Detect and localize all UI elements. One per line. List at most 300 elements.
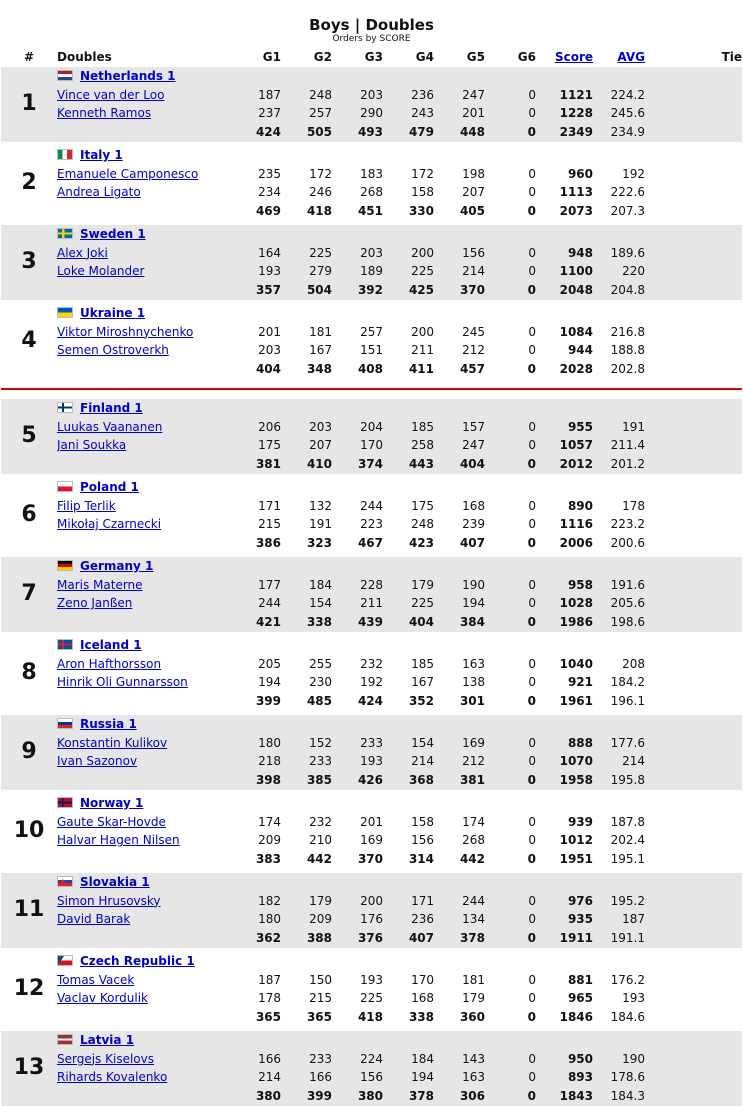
- game-score-g5: 194: [434, 594, 485, 613]
- game-score-g3: 169: [360, 833, 383, 848]
- team-header-row: [1, 794, 742, 813]
- empty-cell: [593, 794, 645, 813]
- team-link[interactable]: Norway 1: [80, 795, 144, 810]
- empty-cell: [229, 67, 281, 86]
- game-score-g6: 0: [528, 833, 536, 848]
- team-game-total-g5: 370: [434, 281, 485, 300]
- game-score-g2: 209: [281, 910, 332, 929]
- iceland-flag-icon: [57, 639, 73, 650]
- tie-cell: [645, 771, 742, 790]
- team-link[interactable]: Latvia 1: [80, 1032, 135, 1047]
- empty-cell: [383, 225, 434, 244]
- team-game-total-g1: 424: [229, 123, 281, 142]
- team-game-total-g5: 405: [459, 204, 485, 218]
- team-name-cell: [57, 636, 229, 655]
- team-average: 184.3: [593, 1087, 645, 1106]
- player-total-score: 958: [536, 576, 593, 595]
- empty-cell: [645, 873, 742, 892]
- team-name-cell: [57, 557, 229, 576]
- sort-score-link[interactable]: Score: [554, 50, 593, 64]
- cut-line-row: [1, 379, 742, 399]
- tie-cell: [645, 202, 742, 221]
- team-game-total-g6: 0: [527, 536, 536, 550]
- team-link[interactable]: Sweden 1: [80, 226, 146, 241]
- empty-cell: [434, 873, 485, 892]
- game-score-g3: 170: [332, 436, 383, 455]
- empty-cell: [593, 1031, 645, 1050]
- team-game-total-g2: 418: [306, 204, 332, 218]
- player-average: 222.6: [610, 185, 645, 200]
- game-score-g1: 194: [258, 675, 281, 690]
- game-score-g6: 0: [528, 343, 536, 358]
- tie-cell: [645, 692, 742, 711]
- game-score-g4: 248: [411, 517, 434, 532]
- game-score-g6: 0: [528, 185, 536, 200]
- game-score-g2: 181: [309, 324, 332, 339]
- tie-cell: [645, 183, 742, 202]
- team-average: 191.1: [593, 929, 645, 948]
- player-link[interactable]: Luukas Vaananen: [57, 419, 163, 434]
- team-game-total-g3: 424: [357, 694, 383, 708]
- empty-cell: [57, 123, 229, 142]
- empty-cell: [485, 67, 536, 86]
- empty-cell: [281, 304, 332, 323]
- empty-cell: [57, 692, 229, 711]
- team-name-cell: [57, 794, 229, 813]
- game-score-g1: 187: [258, 972, 281, 987]
- game-score-g6: 0: [528, 991, 536, 1006]
- team-link[interactable]: Russia 1: [80, 716, 137, 731]
- game-score-g1: 166: [229, 1050, 281, 1069]
- empty-cell: [57, 1008, 229, 1027]
- game-score-g6: 0: [485, 418, 536, 437]
- team-link[interactable]: Czech Republic 1: [80, 953, 195, 968]
- empty-cell: [645, 225, 742, 244]
- player-total-score: 950: [536, 1050, 593, 1069]
- team-average: 201.2: [593, 455, 645, 474]
- player-name-cell: [57, 104, 229, 123]
- team-game-total-g3: 426: [332, 771, 383, 790]
- player-total-score: 1116: [559, 517, 593, 532]
- col-g3: G3: [364, 50, 383, 64]
- game-score-g1: 218: [229, 752, 281, 771]
- player-total-score: 965: [567, 991, 593, 1006]
- team-game-total-g3: 376: [332, 929, 383, 948]
- game-score-g1: 180: [229, 910, 281, 929]
- player-name-cell: [57, 262, 229, 281]
- game-score-g3: 193: [332, 752, 383, 771]
- game-score-g3: 228: [332, 576, 383, 595]
- team-block: [1, 557, 742, 632]
- sort-avg-link[interactable]: AVG: [617, 50, 645, 64]
- team-game-total-g3: 418: [357, 1010, 383, 1024]
- col-g1: G1: [262, 50, 281, 64]
- game-score-g4: 154: [383, 734, 434, 753]
- player-link[interactable]: Filip Terlik: [57, 498, 116, 513]
- empty-cell: [229, 636, 281, 655]
- player-row: [1, 86, 742, 105]
- player-total-score: 921: [567, 675, 593, 690]
- player-link[interactable]: Semen Ostroverkh: [57, 343, 169, 358]
- game-score-g6: 0: [528, 972, 536, 987]
- player-row: [1, 971, 742, 990]
- tie-cell: [645, 576, 742, 595]
- team-game-total-g4: 404: [383, 613, 434, 632]
- empty-cell: [536, 952, 593, 971]
- game-score-g5: 163: [462, 656, 485, 671]
- player-link[interactable]: Rihards Kovalenko: [57, 1070, 168, 1085]
- player-average: 202.4: [610, 833, 645, 848]
- empty-cell: [57, 1087, 229, 1106]
- player-row: [1, 576, 742, 595]
- empty-cell: [57, 281, 229, 300]
- team-game-total-g4: 425: [383, 281, 434, 300]
- player-link[interactable]: Mikołaj Czarnecki: [57, 517, 162, 532]
- team-name-cell: [57, 225, 229, 244]
- player-name-cell: [57, 576, 229, 595]
- empty-cell: [383, 67, 434, 86]
- empty-cell: [383, 399, 434, 418]
- player-total-score: 888: [536, 734, 593, 753]
- game-score-g2: 150: [309, 972, 332, 987]
- empty-cell: [536, 146, 593, 165]
- game-score-g1: 180: [229, 734, 281, 753]
- netherlands-flag-icon: [57, 70, 73, 81]
- game-score-g2: 233: [281, 752, 332, 771]
- team-game-total-g2: 399: [281, 1087, 332, 1106]
- team-game-total-g5: 442: [459, 852, 485, 866]
- team-link[interactable]: Netherlands 1: [80, 68, 176, 83]
- tie-cell: [645, 497, 742, 516]
- team-name-cell: [57, 146, 229, 165]
- team-totals-row: [1, 281, 742, 300]
- game-score-g1: 205: [258, 656, 281, 671]
- game-score-g4: 172: [411, 166, 434, 181]
- team-game-total-g1: 380: [229, 1087, 281, 1106]
- team-game-total-g1: 398: [229, 771, 281, 790]
- empty-cell: [281, 794, 332, 813]
- player-row: [1, 673, 742, 692]
- player-average: 205.6: [593, 594, 645, 613]
- player-average: 223.2: [610, 517, 645, 532]
- team-game-total-g6: 0: [527, 852, 536, 866]
- empty-cell: [281, 715, 332, 734]
- player-link[interactable]: Vince van der Loo: [57, 87, 165, 102]
- game-score-g2: 233: [281, 1050, 332, 1069]
- team-game-total-g4: 411: [408, 362, 434, 376]
- empty-cell: [332, 794, 383, 813]
- player-total-score: 955: [536, 418, 593, 437]
- team-total-score: 1961: [559, 694, 593, 708]
- team-game-total-g4: 378: [383, 1087, 434, 1106]
- tie-cell: [645, 850, 742, 869]
- team-block: [1, 1031, 742, 1106]
- tie-cell: [645, 813, 742, 832]
- empty-cell: [536, 794, 593, 813]
- player-row: [1, 436, 742, 455]
- game-score-g2: 207: [281, 436, 332, 455]
- player-link[interactable]: Ivan Sazonov: [57, 754, 138, 769]
- player-link[interactable]: Vaclav Kordulik: [57, 991, 149, 1006]
- team-game-total-g6: 0: [527, 1010, 536, 1024]
- team-link[interactable]: Slovakia 1: [80, 874, 150, 889]
- player-link[interactable]: Loke Molander: [57, 264, 145, 279]
- game-score-g6: 0: [485, 1050, 536, 1069]
- game-score-g5: 207: [462, 185, 485, 200]
- game-score-g1: 215: [258, 517, 281, 532]
- team-link[interactable]: Iceland 1: [80, 637, 142, 652]
- team-game-total-g1: 383: [255, 852, 281, 866]
- player-average: 178.6: [593, 1068, 645, 1087]
- game-score-g3: 151: [360, 343, 383, 358]
- team-game-total-g6: 0: [485, 455, 536, 474]
- team-link[interactable]: Poland 1: [80, 479, 139, 494]
- game-score-g5: 138: [462, 675, 485, 690]
- team-link[interactable]: Finland 1: [80, 400, 143, 415]
- game-score-g3: 156: [332, 1068, 383, 1087]
- player-row: [1, 734, 742, 753]
- tie-cell: [645, 281, 742, 300]
- empty-cell: [281, 67, 332, 86]
- player-link[interactable]: Maris Materne: [57, 577, 143, 592]
- team-link[interactable]: Germany 1: [80, 558, 154, 573]
- player-average: 216.8: [610, 324, 645, 339]
- ukraine-flag-icon: [57, 307, 73, 318]
- empty-cell: [593, 478, 645, 497]
- team-game-total-g5: 301: [459, 694, 485, 708]
- empty-cell: [485, 146, 536, 165]
- game-score-g1: 235: [258, 166, 281, 181]
- col-rank: #: [23, 50, 35, 64]
- player-name-cell: [57, 673, 229, 692]
- game-score-g3: 223: [360, 517, 383, 532]
- team-game-total-g3: 493: [332, 123, 383, 142]
- game-score-g6: 0: [485, 86, 536, 105]
- team-totals-row: [1, 771, 742, 790]
- game-score-g2: 210: [309, 833, 332, 848]
- germany-flag-icon: [57, 560, 73, 571]
- player-average: 245.6: [593, 104, 645, 123]
- game-score-g5: 212: [434, 752, 485, 771]
- latvia-flag-icon: [57, 1034, 73, 1045]
- player-total-score: 1070: [536, 752, 593, 771]
- player-link[interactable]: Halvar Hagen Nilsen: [57, 833, 180, 848]
- cut-line-separator: [1, 379, 742, 399]
- team-total-score: 1846: [559, 1010, 593, 1024]
- team-link[interactable]: Italy 1: [80, 147, 123, 162]
- player-link[interactable]: Kenneth Ramos: [57, 106, 152, 121]
- player-link[interactable]: Simon Hrusovsky: [57, 893, 161, 908]
- empty-cell: [485, 557, 536, 576]
- player-total-score: 893: [536, 1068, 593, 1087]
- empty-cell: [485, 399, 536, 418]
- tie-cell: [645, 1008, 742, 1027]
- player-link[interactable]: Gaute Skar-Hovde: [57, 814, 166, 829]
- team-game-total-g1: 404: [255, 362, 281, 376]
- game-score-g4: 158: [411, 185, 434, 200]
- game-score-g5: 247: [434, 86, 485, 105]
- empty-cell: [434, 67, 485, 86]
- player-link[interactable]: Alex Joki: [57, 245, 108, 260]
- player-link[interactable]: Sergejs Kiselovs: [57, 1051, 154, 1066]
- team-game-total-g3: 374: [332, 455, 383, 474]
- game-score-g3: 244: [360, 498, 383, 513]
- empty-cell: [57, 202, 229, 221]
- game-score-g2: 246: [309, 185, 332, 200]
- game-score-g4: 156: [411, 833, 434, 848]
- game-score-g4: 170: [411, 972, 434, 987]
- player-link[interactable]: Viktor Miroshnychenko: [57, 324, 194, 339]
- empty-cell: [332, 873, 383, 892]
- player-row: [1, 341, 742, 360]
- team-average: 184.6: [610, 1010, 645, 1024]
- page-subtitle: Orders by SCORE: [332, 34, 411, 44]
- player-average: 191: [593, 418, 645, 437]
- game-score-g3: 225: [360, 991, 383, 1006]
- team-block: [1, 636, 742, 711]
- empty-cell: [536, 67, 593, 86]
- player-link[interactable]: David Barak: [57, 912, 131, 927]
- game-score-g4: 243: [383, 104, 434, 123]
- player-link[interactable]: Zeno Janßen: [57, 596, 133, 611]
- rank-number: 7: [1, 557, 57, 632]
- game-score-g2: 154: [281, 594, 332, 613]
- empty-cell: [281, 478, 332, 497]
- team-game-total-g2: 505: [281, 123, 332, 142]
- player-link[interactable]: Aron Hafthorsson: [57, 656, 162, 671]
- game-score-g2: 215: [309, 991, 332, 1006]
- empty-cell: [536, 1031, 593, 1050]
- player-average: 189.6: [593, 244, 645, 263]
- team-totals-row: [1, 123, 742, 142]
- team-game-total-g6: 0: [485, 771, 536, 790]
- player-link[interactable]: Jani Soukka: [57, 438, 127, 453]
- game-score-g4: 179: [383, 576, 434, 595]
- player-name-cell: [57, 752, 229, 771]
- results-table: [1, 48, 742, 1106]
- finland-flag-icon: [57, 402, 73, 413]
- game-score-g3: 192: [360, 675, 383, 690]
- player-row: [1, 989, 742, 1008]
- game-score-g1: 234: [258, 185, 281, 200]
- player-average: 188.8: [610, 343, 645, 358]
- empty-cell: [332, 399, 383, 418]
- tie-cell: [645, 655, 742, 674]
- player-average: 193: [622, 991, 645, 1006]
- team-game-total-g3: 408: [357, 362, 383, 376]
- player-row: [1, 497, 742, 516]
- empty-cell: [485, 952, 536, 971]
- col-name: Doubles: [57, 50, 112, 64]
- team-game-total-g2: 323: [306, 536, 332, 550]
- game-score-g3: 204: [332, 418, 383, 437]
- player-link[interactable]: Hinrik Oli Gunnarsson: [57, 675, 188, 690]
- team-link[interactable]: Ukraine 1: [80, 305, 146, 320]
- empty-cell: [645, 715, 742, 734]
- team-block: [1, 225, 742, 300]
- team-game-total-g2: 338: [281, 613, 332, 632]
- game-score-g1: 193: [229, 262, 281, 281]
- game-score-g5: 134: [434, 910, 485, 929]
- player-average: 176.2: [610, 972, 645, 987]
- team-game-total-g5: 407: [459, 536, 485, 550]
- player-link[interactable]: Konstantin Kulikov: [57, 735, 168, 750]
- game-score-g1: 214: [229, 1068, 281, 1087]
- player-row: [1, 418, 742, 437]
- empty-cell: [434, 794, 485, 813]
- team-header-row: [1, 873, 742, 892]
- game-score-g5: 244: [434, 892, 485, 911]
- game-score-g5: 179: [462, 991, 485, 1006]
- tie-cell: [645, 673, 742, 692]
- team-game-total-g2: 485: [306, 694, 332, 708]
- player-total-score: 939: [567, 814, 593, 829]
- player-link[interactable]: Emanuele Camponesco: [57, 166, 199, 181]
- norway-flag-icon: [57, 797, 73, 808]
- col-score: [536, 48, 593, 67]
- empty-cell: [57, 929, 229, 948]
- game-score-g1: 164: [229, 244, 281, 263]
- poland-flag-icon: [57, 481, 73, 492]
- team-header-row: [1, 478, 742, 497]
- rank-number: 6: [1, 478, 57, 553]
- empty-cell: [383, 478, 434, 497]
- empty-cell: [536, 478, 593, 497]
- empty-cell: [57, 534, 229, 553]
- game-score-g1: 209: [258, 833, 281, 848]
- team-total-score: 2048: [536, 281, 593, 300]
- col-g5: G5: [466, 50, 485, 64]
- player-average: 187.8: [610, 814, 645, 829]
- tie-cell: [645, 1087, 742, 1106]
- game-score-g6: 0: [528, 498, 536, 513]
- player-link[interactable]: Tomas Vacek: [57, 972, 135, 987]
- empty-cell: [645, 478, 742, 497]
- team-totals-row: [1, 534, 742, 553]
- game-score-g5: 268: [462, 833, 485, 848]
- team-game-total-g1: 421: [229, 613, 281, 632]
- player-total-score: 1100: [536, 262, 593, 281]
- player-link[interactable]: Andrea Ligato: [57, 185, 141, 200]
- empty-cell: [281, 146, 332, 165]
- game-score-g6: 0: [528, 656, 536, 671]
- empty-cell: [281, 557, 332, 576]
- player-name-cell: [57, 655, 229, 674]
- empty-cell: [332, 952, 383, 971]
- team-game-total-g4: 479: [383, 123, 434, 142]
- game-score-g5: 181: [462, 972, 485, 987]
- tie-cell: [645, 341, 742, 360]
- player-average: 178: [622, 498, 645, 513]
- header-row: [1, 48, 742, 67]
- empty-cell: [281, 636, 332, 655]
- italy-flag-icon: [57, 149, 73, 160]
- team-name-cell: [57, 715, 229, 734]
- team-average: 204.8: [593, 281, 645, 300]
- empty-cell: [229, 225, 281, 244]
- game-score-g4: 200: [383, 244, 434, 263]
- page-title: Boys | Doubles: [309, 16, 434, 34]
- team-average: 195.1: [610, 852, 645, 866]
- team-block: [1, 304, 742, 379]
- game-score-g6: 0: [485, 576, 536, 595]
- team-block: [1, 794, 742, 869]
- player-total-score: 1057: [536, 436, 593, 455]
- empty-cell: [593, 67, 645, 86]
- tie-cell: [645, 989, 742, 1008]
- team-name-cell: [57, 952, 229, 971]
- team-block: [1, 399, 742, 474]
